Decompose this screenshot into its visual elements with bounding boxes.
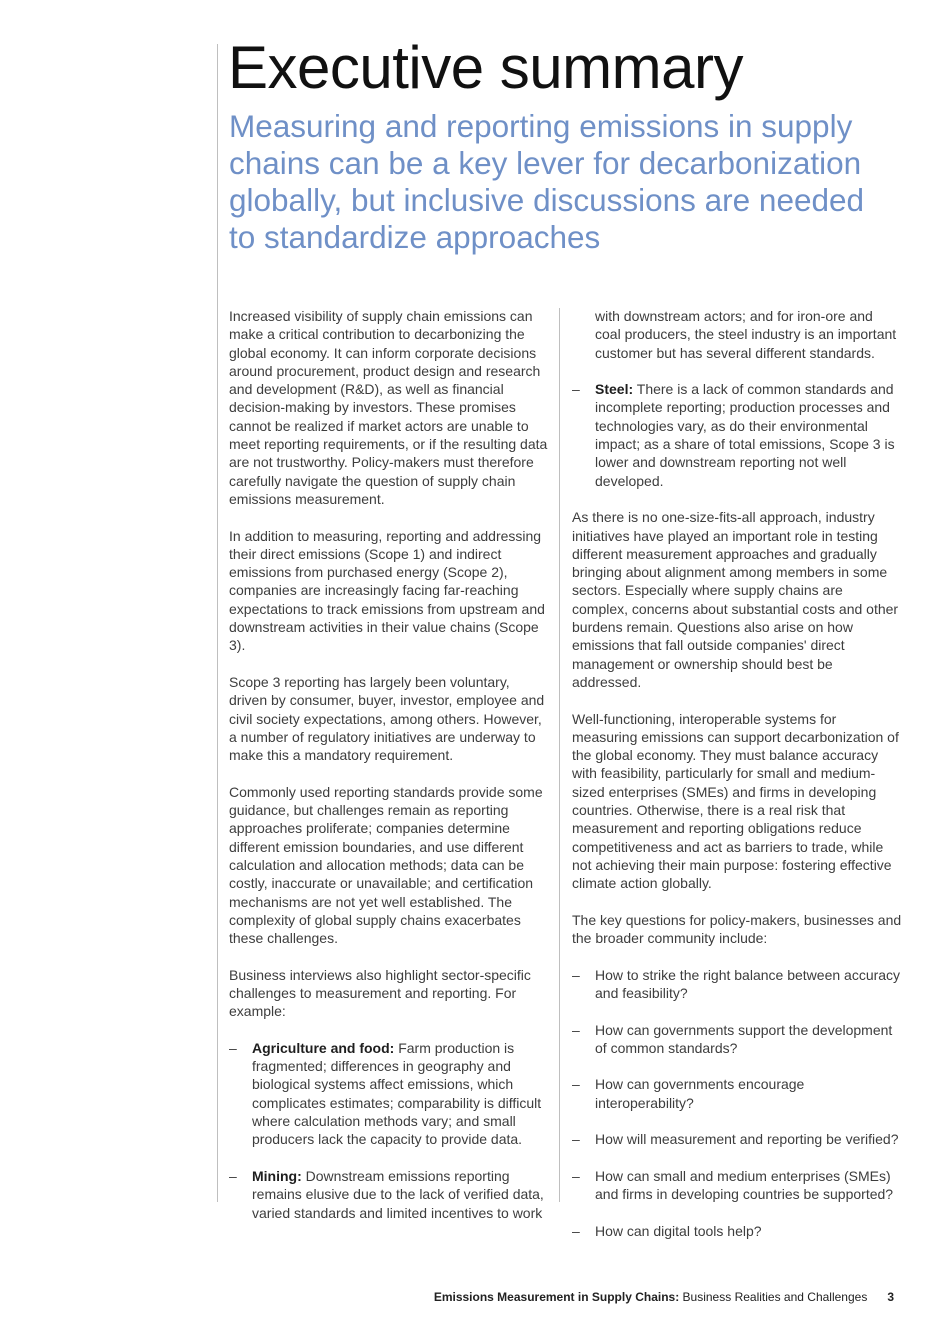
column-divider-rule	[559, 308, 560, 1202]
question-text: How will measurement and reporting be verified?	[595, 1131, 899, 1148]
page-title: Executive summary	[228, 34, 743, 101]
bullet-dash: –	[572, 1076, 580, 1093]
list-item-mining	[229, 1167, 551, 1222]
questions-list	[572, 966, 902, 1240]
sector-text: There is a lack of common standards and incomplete reporting; production processes and technologies vary, as do their environmental impact; as a share of total emissions, Scope 3 is lower and downstream reporting not well developed.	[595, 381, 895, 489]
bullet-dash: –	[572, 1222, 580, 1239]
bullet-dash: –	[572, 1021, 580, 1038]
question-text: How can governments encourage interoperability?	[595, 1076, 805, 1111]
bullet-dash: –	[572, 1131, 580, 1148]
sector-list-continued	[572, 380, 902, 490]
bullet-dash: –	[572, 381, 580, 398]
list-item	[572, 1075, 902, 1112]
paragraph-key-questions: The key questions for policy-makers, businesses and the broader community include:	[572, 911, 902, 947]
list-item	[572, 1167, 902, 1204]
list-item-agriculture	[229, 1039, 551, 1149]
bullet-dash: –	[572, 966, 580, 983]
footer-report-title: Emissions Measurement in Supply Chains:	[433, 1290, 680, 1304]
paragraph-standards: Commonly used reporting standards provide some guidance, but challenges remain as reporting approaches proliferate; companies determine different emission boundaries, and use different calculation and allocation methods; data can be costly, inaccurate or unavailable; and certification mechanisms are not yet well established. The complexity of global supply chains exacerbates these challenges.	[229, 783, 543, 947]
paragraph-intro: Increased visibility of supply chain emissions can make a critical contribution to decarbonizing the global economy. It can inform corporate decisions around procurement, product design and research and development (R&D), as well as financial decision-making by investors. These promises cannot be realized if market actors are unable to meet reporting requirements, or if the resulting data are not trustworthy. Policy-makers must therefore carefully navigate the question of supply chain emissions measurement.	[229, 308, 548, 507]
question-text: How to strike the right balance between accuracy and feasibility?	[595, 966, 901, 1001]
list-item	[572, 1021, 902, 1058]
page-subtitle: Measuring and reporting emissions in supply chains can be a key lever for decarbonization globally, but inclusive discussions are needed to standardize approaches	[229, 108, 865, 255]
paragraph-industry-initiatives: As there is no one-size-fits-all approach, industry initiatives have played an important role in testing different measurement approaches and gradually bringing about alignment among members in some sectors. Especially where supply chains are complex, concerns about substantial costs and other burdens remain. Questions also arise on how emissions that fall outside companies' direct management or ownership should best be addressed.	[572, 509, 899, 690]
sector-label: Agriculture and food:	[252, 1039, 395, 1056]
bullet-dash: –	[572, 1167, 580, 1184]
right-column	[572, 307, 902, 1258]
paragraph-scopes: In addition to measuring, reporting and addressing their direct emissions (Scope 1) and indirect emissions from purchased energy (Scope 2), companies are increasingly facing far-reaching expectations to track emissions from upstream and downstream activities in their value chains (Scope 3).	[229, 527, 545, 654]
list-item	[572, 1130, 902, 1148]
page-number: 3	[887, 1290, 894, 1304]
page-footer	[434, 1290, 894, 1304]
list-item	[572, 966, 902, 1003]
question-text: How can digital tools help?	[595, 1222, 762, 1239]
bullet-dash: –	[229, 1039, 237, 1056]
list-item-steel	[572, 380, 902, 490]
left-column	[229, 307, 551, 1240]
paragraph-interoperable-systems: Well-functioning, interoperable systems for measuring emissions can support decarbonization of the global economy. They must balance accuracy with feasibility, particularly for small and medium-sized enterprises (SMEs) and firms in developing countries. Otherwise, there is a real risk that measurement and reporting obligations reduce competitiveness and act as barriers to trade, while not achieving their main purpose: fostering effective climate action globally.	[572, 710, 899, 892]
left-margin-rule	[217, 44, 218, 1202]
paragraph-sector-intro: Business interviews also highlight sector-specific challenges to measurement and reporting. For example:	[229, 966, 531, 1020]
sector-list	[229, 1039, 551, 1222]
question-text: How can governments support the development of common standards?	[595, 1021, 893, 1056]
paragraph-scope3: Scope 3 reporting has largely been voluntary, driven by consumer, buyer, investor, employee and civil society expectations, among others. However, a number of regulatory initiatives are underway to make this a mandatory requirement.	[229, 673, 545, 764]
mining-continuation: with downstream actors; and for iron-ore and coal producers, the steel industry is an important customer but has several different standards.	[595, 308, 897, 361]
bullet-dash: –	[229, 1167, 237, 1184]
footer-report-subtitle: Business Realities and Challenges	[679, 1290, 868, 1304]
sector-text: Farm production is fragmented; differences in geography and biological systems affect emissions, which complicates estimates; comparability is difficult where calculation methods vary; and small producers lack the capacity to provide data.	[252, 1039, 542, 1148]
sector-label: Mining:	[252, 1167, 302, 1184]
sector-text: Downstream emissions reporting remains elusive due to the lack of verified data, varied standards and limited incentives to work	[252, 1167, 544, 1221]
sector-label: Steel:	[595, 381, 634, 398]
question-text: How can small and medium enterprises (SMEs) and firms in developing countries be supported?	[595, 1167, 894, 1203]
list-item	[572, 1222, 902, 1240]
